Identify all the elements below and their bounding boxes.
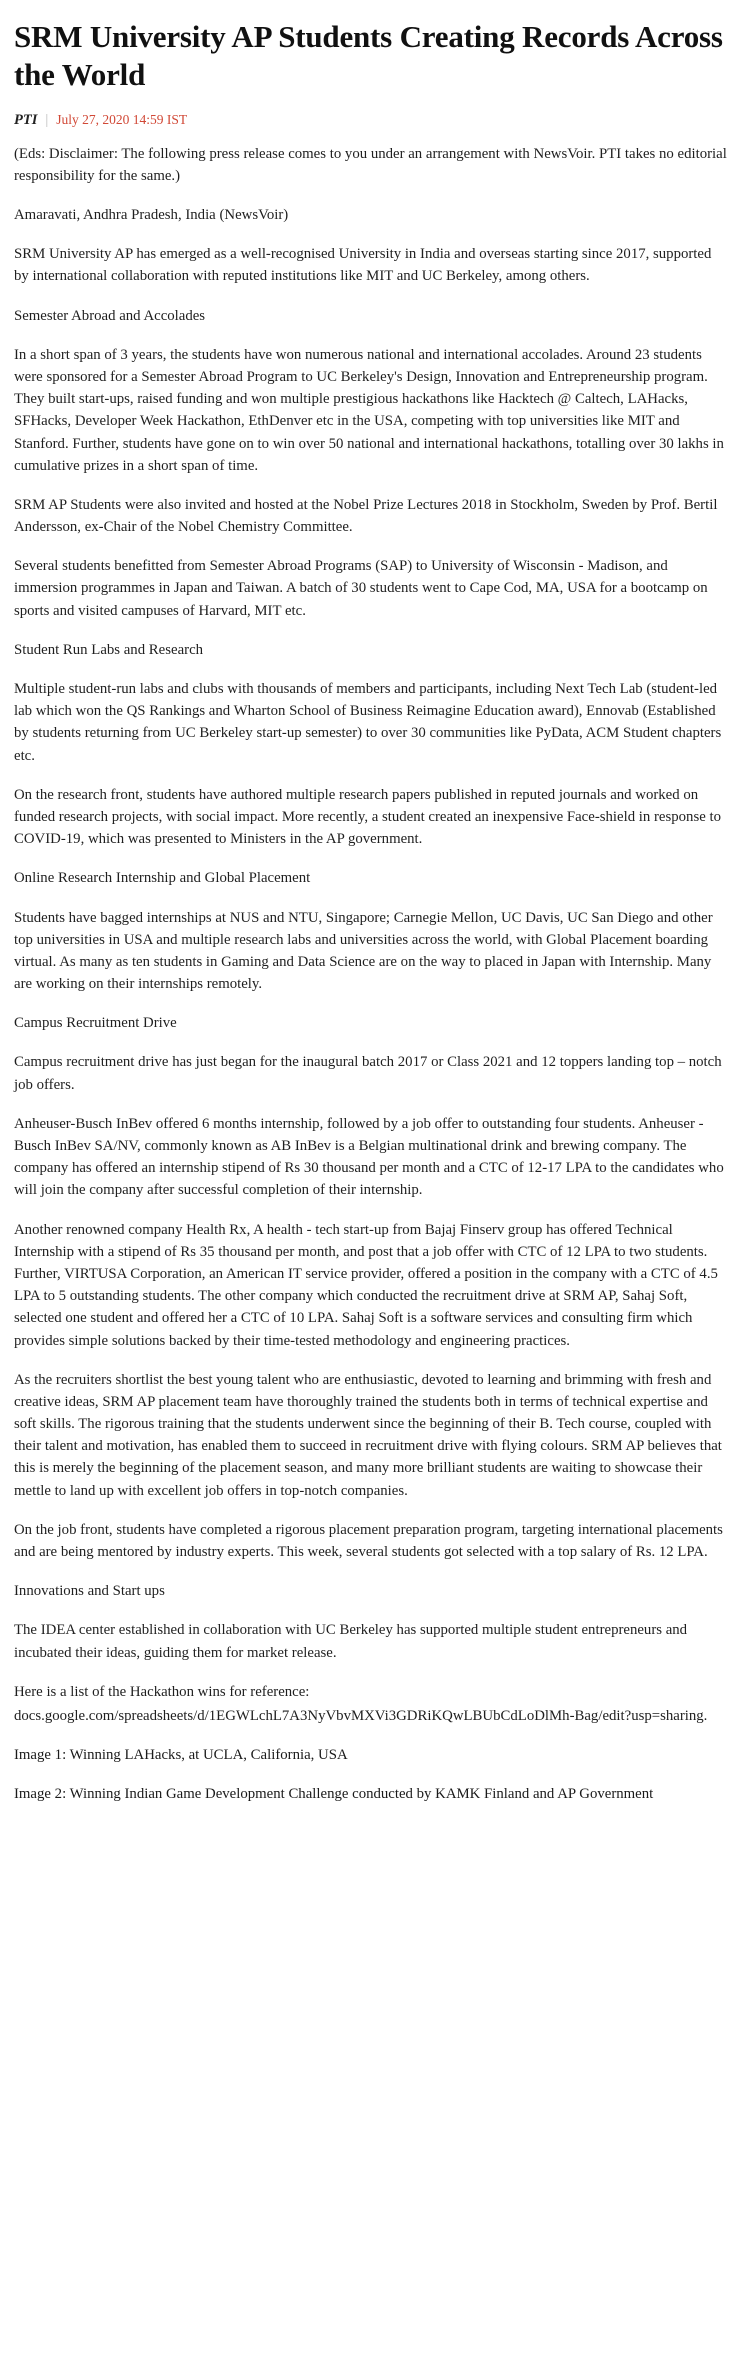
page-title: SRM University AP Students Creating Records Across the World [14,19,723,92]
paragraph: Multiple student-run labs and clubs with thousands of members and participants, including Next Tech Lab (student-led lab which won the QS Rankings and Wharton School of Business Reimagine Education award), Ennovab (Established by students returning from UC Berkeley start-up semester) to over 30 communities like PyData, ACM Student chapters etc. [14,681,722,764]
paragraph: Anheuser-Busch InBev offered 6 months internship, followed by a job offer to outstanding four students. Anheuser -Busch InBev SA/NV, commonly known as AB InBev is a Belgian multinational drink and brewing company. The company has offered an internship stipend of Rs 30 thousand per month and a CTC of 12-17 LPA to the candidates who will join the company after successful completion of their internship. [14,1115,724,1199]
section-heading-semester-abroad: Semester Abroad and Accolades [14,307,206,324]
paragraph: Another renowned company Health Rx, A health - tech start-up from Bajaj Finserv group has offered Technical Internship with a stipend of Rs 35 thousand per month, and post that a job offer with CTC of 12 LPA to two students. Further, VIRTUSA Corporation, an American IT service provider, offered a position in the company with a CTC of 4.5 LPA to 5 outstanding students. The other company which conducted the recruitment drive at SRM AP, Sahaj Soft, selected one student and offered her a CTC of 10 LPA. Sahaj Soft is a software services and consulting firm which provides simple solutions backed by their time-tested methodology and engineering practices. [14,1221,718,1349]
editors-note: (Eds: Disclaimer: The following press release comes to you under an arrangement with NewsVoir. PTI takes no editorial responsibility for the same.) [14,145,727,184]
byline-agency: PTI [14,111,38,128]
dateline: Amaravati, Andhra Pradesh, India (NewsVoir) [14,207,289,223]
section-heading-campus-recruitment-drive: Campus Recruitment Drive [14,1015,177,1032]
image-caption-1: Image 1: Winning LAHacks, at UCLA, California, USA [14,1747,348,1764]
intro-paragraph: SRM University AP has emerged as a well-recognised University in India and overseas starting since 2017, supported by international collaboration with reputed institutions like MIT and UC Berkeley, among others. [14,246,712,285]
paragraph: Students have bagged internships at NUS and NTU, Singapore; Carnegie Mellon, UC Davis, UC San Diego and other top universities in USA and multiple research labs and universities across the world, with Global Placement boarding virtual. As many as ten students in Gaming and Data Science are on the way to placed in Japan with Internship. Many are working on their internships remotely. [14,909,713,993]
link-lead-text: Here is a list of the Hackathon wins for reference: [14,1683,310,1700]
paragraph: On the research front, students have authored multiple research papers published in reputed journals and worked on funded research projects, with social impact. More recently, a student created an inexpensive Face-shield in response to COVID-19, which was presented to Ministers in the AP government. [14,786,721,848]
hackathon-link-block [14,1681,728,1727]
image-caption-2: Image 2: Winning Indian Game Development Challenge conducted by KAMK Finland and AP Government [14,1786,654,1803]
hackathon-spreadsheet-link[interactable]: docs.google.com/spreadsheets/d/1EGWLchL7A3NyVbvMXVi3GDRiKQwLBUbCdLoDlMh-Bag/edit?usp=sharing. [14,1707,708,1724]
section-heading-online-research-internship: Online Research Internship and Global Placement [14,870,311,887]
byline [14,112,728,129]
paragraph: In a short span of 3 years, the students have won numerous national and international accolades. Around 23 students were sponsored for a Semester Abroad Program to UC Berkeley's Design, Innovation and Entrepreneurship program. They built start-ups, raised funding and won multiple prestigious hackathons like Hacktech @ Caltech, LAHacks, SFHacks, Developer Week Hackathon, EthDenver etc in the USA, competing with top universities like MIT and Stanford. Further, students have gone on to win over 50 national and international hackathons, totalling over 30 lakhs in cumulative prizes in a short span of time. [14,346,724,474]
paragraph: On the job front, students have completed a rigorous placement preparation program, targeting international placements and are being mentored by industry experts. This week, several students got selected with a top salary of Rs. 12 LPA. [14,1521,723,1560]
paragraph: As the recruiters shortlist the best young talent who are enthusiastic, devoted to learning and brimming with fresh and creative ideas, SRM AP placement team have thoroughly trained the students both in terms of technical expertise and soft skills. The rigorous training that the students underwent since the beginning of their B. Tech course, coupled with their talent and motivation, has enabled them to succeed in recruitment drive with flying colours. SRM AP believes that this is merely the beginning of the placement season, and many more brilliant students are waiting to showcase their mettle to land up with excellent job offers in top-notch companies. [14,1371,722,1499]
section-heading-student-run-labs: Student Run Labs and Research [14,641,204,658]
paragraph: Several students benefitted from Semester Abroad Programs (SAP) to University of Wisconsin - Madison, and immersion programmes in Japan and Taiwan. A batch of 30 students went to Cape Cod, MA, USA for a bootcamp on sports and visited campuses of Harvard, MIT etc. [14,558,708,619]
paragraph: SRM AP Students were also invited and hosted at the Nobel Prize Lectures 2018 in Stockholm, Sweden by Prof. Bertil Andersson, ex-Chair of the Nobel Chemistry Committee. [14,496,718,536]
byline-separator: | [45,111,49,128]
section-heading-innovations-and-startups: Innovations and Start ups [14,1583,165,1600]
paragraph: The IDEA center established in collaboration with UC Berkeley has supported multiple student entrepreneurs and incubated their ideas, guiding them for market release. [14,1622,688,1661]
paragraph: Campus recruitment drive has just began for the inaugural batch 2017 or Class 2021 and 12 toppers landing top – notch job offers. [14,1054,722,1093]
byline-date: July 27, 2020 14:59 IST [56,111,188,127]
